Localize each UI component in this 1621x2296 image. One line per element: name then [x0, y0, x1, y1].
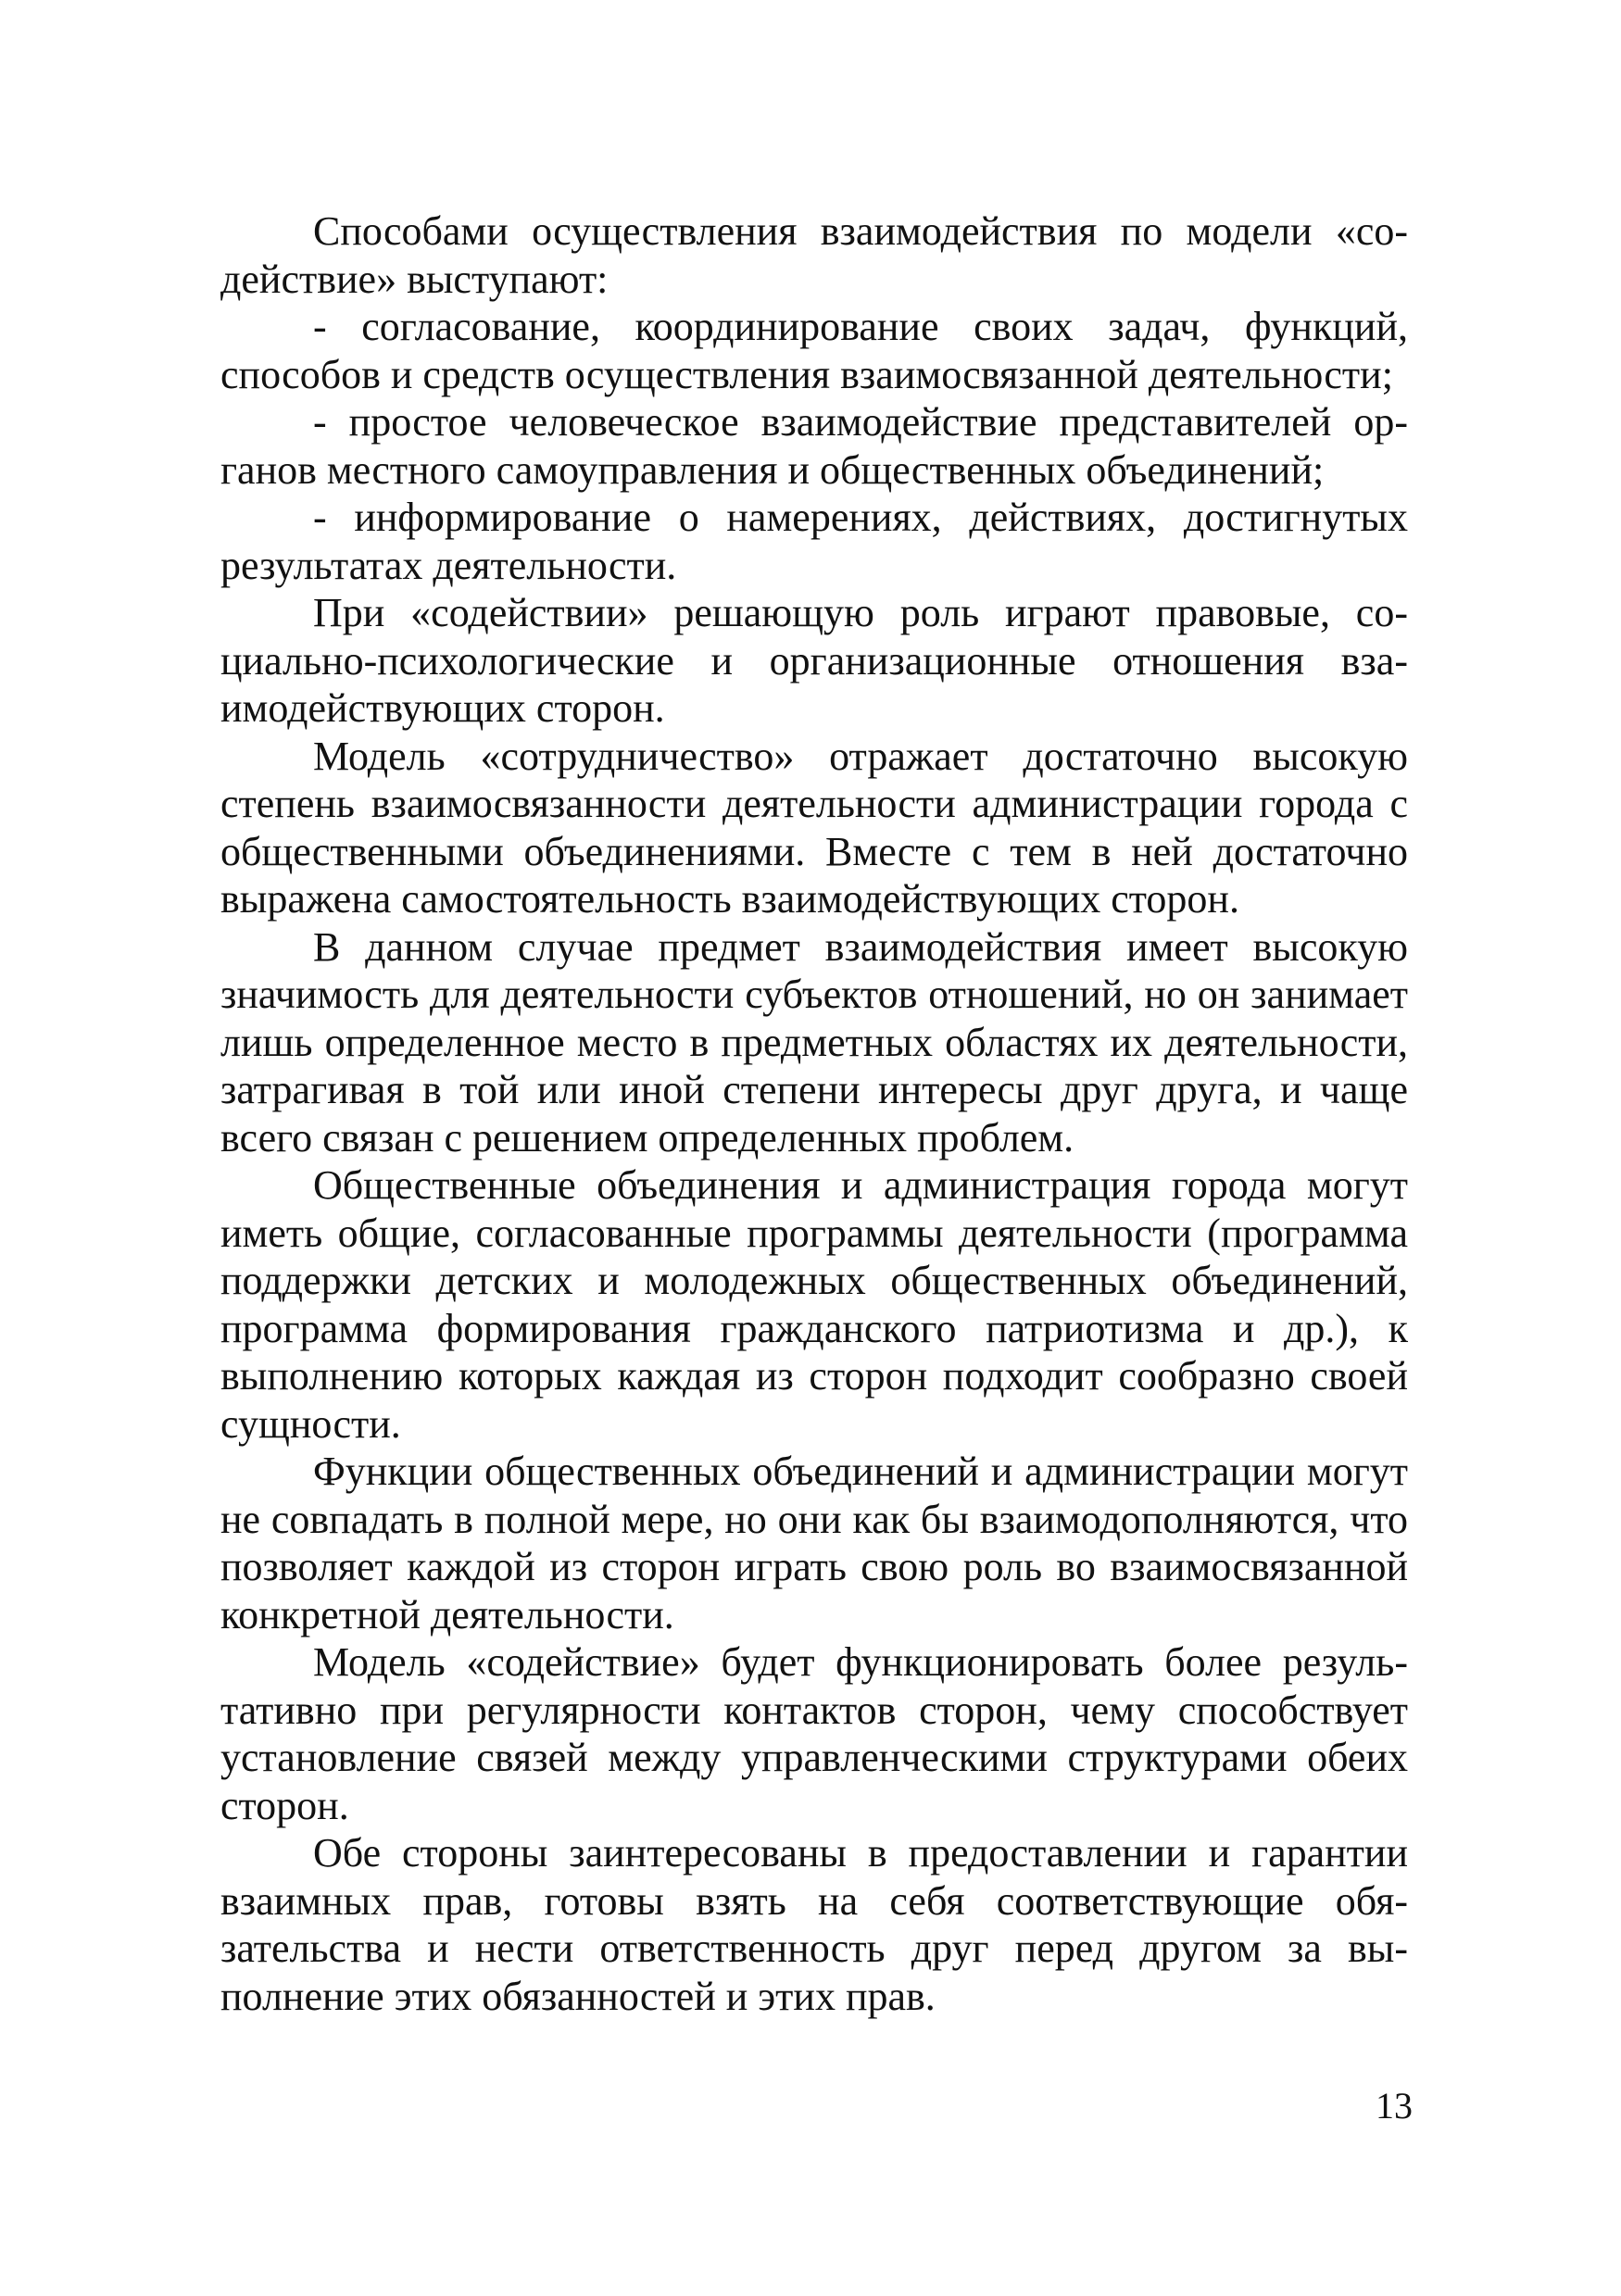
paragraph-5: При «содействии» решающую роль играют правовые, социально-психологические и организационные отношения взаимодействующих сторон.	[220, 590, 1408, 731]
paragraph-2: - согласование, координирование своих задач, функций, способов и средств осуществления взаимосвязанной деятельности;	[220, 304, 1408, 397]
paragraph-11: Обе стороны заинтересованы в предоставлении и гарантии взаимных прав, готовы взять на себя соответствующие обязательства и нести ответственность друг перед другом за выполнение этих обязанностей и этих прав.	[220, 1830, 1408, 2019]
paragraph-10: Модель «содействие» будет функционировать более результативно при регулярности контактов сторон, чему способствует установление связей между управленческими структурами обеих сторон.	[220, 1639, 1408, 1828]
paragraph-4: - информирование о намерениях, действиях, достигнутых результатах деятельности.	[220, 495, 1408, 588]
paragraph-3: - простое человеческое взаимодействие представителей органов местного самоуправления и общественных объединений;	[220, 399, 1408, 493]
paragraph-9: Функции общественных объединений и администрации могут не совпадать в полной мере, но они как бы взаимодополняются, что позволяет каждой из сторон играть свою роль во взаимосвязанной конкретной деятельности.	[220, 1449, 1408, 1637]
paragraph-8: Общественные объединения и администрация города могут иметь общие, согласованные программы деятельности (программа поддержки детских и молодежных общественных объединений, программа формирования гражданского патриотизма и др.), к выполнению которых каждая из сторон подходит сообразно своей сущности.	[220, 1162, 1408, 1447]
paragraph-7: В данном случае предмет взаимодействия имеет высокую значимость для деятельности субъектов отношений, но он занимает лишь определенное место в предметных областях их деятельности, затрагивая в той или иной степени интересы друг друга, и чаще всего связан с решением определенных проблем.	[220, 923, 1408, 1161]
paragraph-1: Способами осуществления взаимодействия по модели «содействие» выступают:	[220, 208, 1408, 302]
page-number: 13	[1376, 2085, 1413, 2127]
paragraph-6: Модель «сотрудничество» отражает достаточно высокую степень взаимосвязанности деятельности администрации города с общественными объединениями. Вместе с тем в ней достаточно выражена самостоятельность взаимодействующих сторон.	[220, 733, 1408, 922]
body-text	[220, 207, 1408, 2020]
